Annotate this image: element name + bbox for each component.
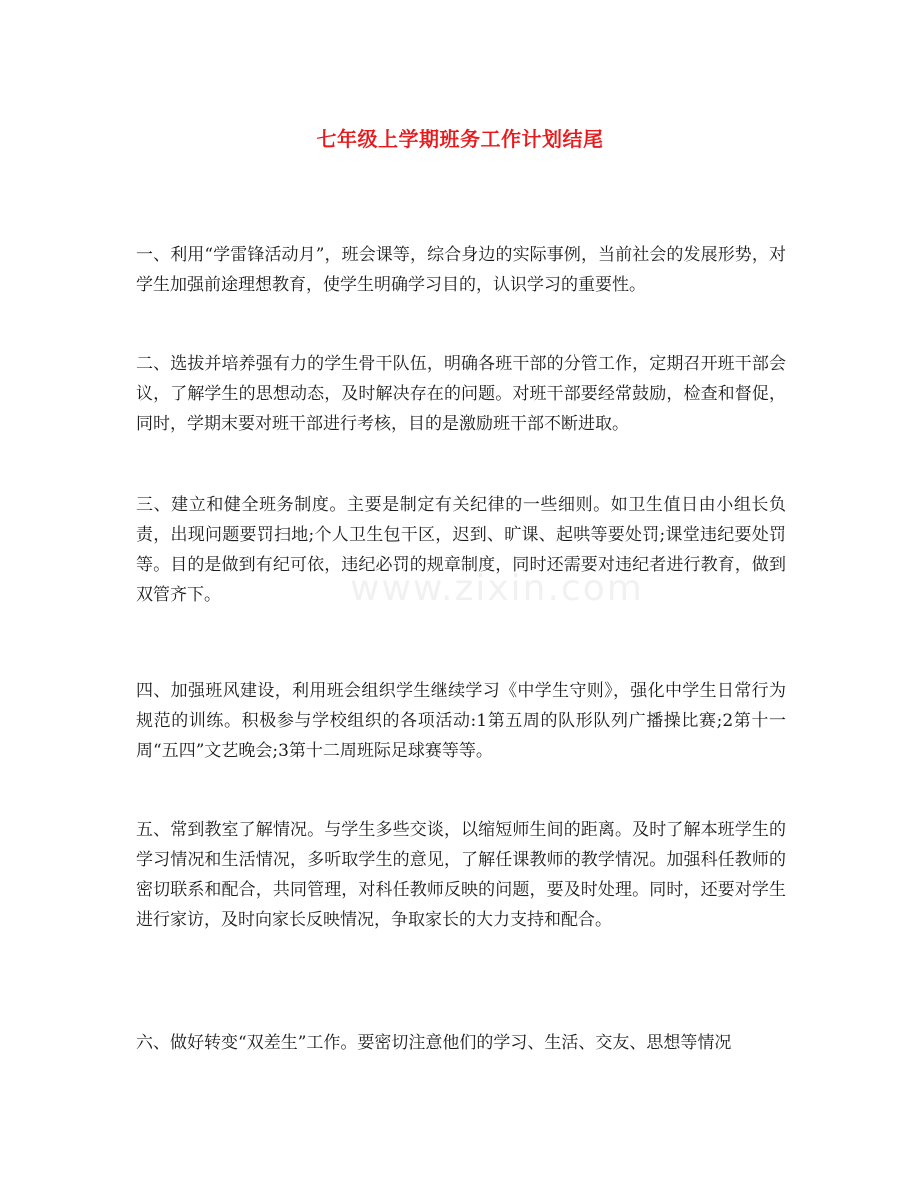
paragraph-3: 三、建立和健全班务制度。主要是制定有关纪律的一些细则。如卫生值日由小组长负责，出现问题要罚扫地;个人卫生包干区，迟到、旷课、起哄等要处罚;课堂违纪要处罚等。目的是做到有纪可依，违纪必罚的规章制度，同时还需要对违纪者进行教育，做到双管齐下。	[136, 495, 786, 605]
watermark: www.zixin.com	[350, 568, 644, 609]
paragraph-2: 二、选拔并培养强有力的学生骨干队伍，明确各班干部的分管工作，定期召开班干部会议，了解学生的思想动态，及时解决存在的问题。对班干部要经常鼓励，检查和督促，同时，学期末要对班干部进行考核，目的是激励班干部不断进取。	[136, 354, 786, 434]
paragraph-1: 一、利用“学雷锋活动月”，班会课等，综合身边的实际事例，当前社会的发展形势，对学生加强前途理想教育，使学生明确学习目的，认识学习的重要性。	[136, 245, 786, 295]
paragraph-6: 六、做好转变“双差生”工作。要密切注意他们的学习、生活、交友、思想等情况	[136, 1033, 732, 1053]
document-title: 七年级上学期班务工作计划结尾	[316, 127, 604, 151]
paragraph-4: 四、加强班风建设，利用班会组织学生继续学习《中学生守则》，强化中学生日常行为规范的训练。积极参与学校组织的各项活动:1第五周的队形队列广播操比赛;2第十一周“五四”文艺晚会;3第十二周班际足球赛等等。	[136, 681, 786, 761]
paragraph-5: 五、常到教室了解情况。与学生多些交谈，以缩短师生间的距离。及时了解本班学生的学习情况和生活情况，多听取学生的意见，了解任课教师的教学情况。加强科任教师的密切联系和配合，共同管理，对科任教师反映的问题，要及时处理。同时，还要对学生进行家访，及时向家长反映情况，争取家长的大力支持和配合。	[136, 820, 786, 930]
